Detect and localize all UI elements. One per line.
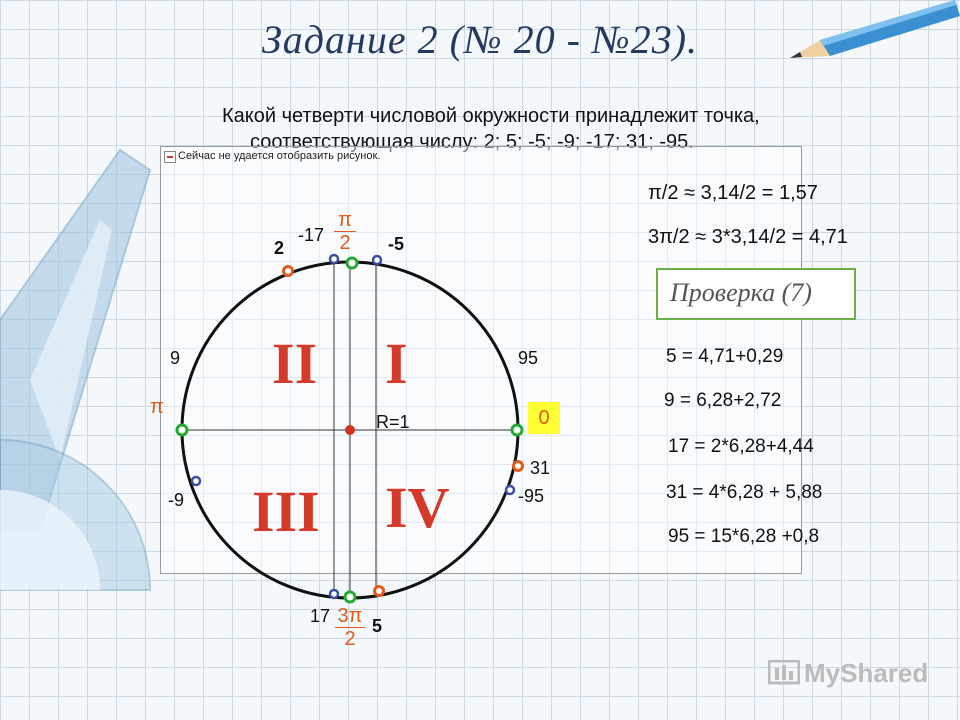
label-minus-9: -9 <box>168 490 185 510</box>
label-31: 31 <box>530 458 551 478</box>
formula-half-pi: π/2 ≈ 3,14/2 = 1,57 <box>648 182 818 204</box>
remainder-9: 9 = 6,28+2,72 <box>664 390 782 411</box>
label-minus-17: -17 <box>298 225 325 245</box>
watermark: MyShared <box>804 658 929 688</box>
pi-label: π <box>150 396 164 418</box>
label-17: 17 <box>310 606 331 626</box>
protractor-decoration <box>0 420 170 680</box>
label-minus-5: -5 <box>388 234 405 254</box>
point-31 <box>514 462 523 471</box>
point-pi <box>177 425 187 435</box>
slide-title: Задание 2 (№ 20 - №23). <box>261 17 699 62</box>
remainder-95: 95 = 15*6,28 +0,8 <box>668 526 820 547</box>
pi-half-numerator: π <box>338 209 352 231</box>
pi-half-denominator: 2 <box>339 232 351 254</box>
three-pi-half-numerator: 3π <box>337 605 363 627</box>
label-95: 95 <box>518 348 539 368</box>
remainder-5: 5 = 4,71+0,29 <box>666 346 784 367</box>
point-minus-95 <box>506 486 514 494</box>
point-three-pi-half <box>345 592 355 602</box>
question-line-2: соответствующая числу: 2; 5; -5; -9; -17; 31; -95. <box>250 131 694 153</box>
pi-half-label <box>334 210 356 253</box>
point-zero <box>512 425 522 435</box>
three-pi-half-denominator: 2 <box>344 628 356 650</box>
quadrant-1-label: I <box>385 331 408 396</box>
radius-label: R=1 <box>376 412 410 432</box>
quadrant-3-label: III <box>252 479 320 544</box>
broken-image-text: Сейчас не удается отобразить рисунок. <box>178 150 381 162</box>
point-2 <box>284 267 293 276</box>
label-5: 5 <box>372 616 383 636</box>
point-minus-17 <box>330 255 338 263</box>
three-pi-half-label <box>335 606 365 649</box>
label-minus-95: -95 <box>518 486 545 506</box>
formula-three-half-pi: 3π/2 ≈ 3*3,14/2 = 4,71 <box>648 226 848 248</box>
quadrant-4-label: IV <box>385 475 450 540</box>
zero-label: 0 <box>528 402 560 434</box>
label-2: 2 <box>274 238 285 258</box>
quadrant-2-label: II <box>272 331 318 396</box>
question-line-1: Какой четверти числовой окружности принадлежит точка, <box>222 105 760 127</box>
center-point <box>345 425 355 435</box>
remainder-31: 31 = 4*6,28 + 5,88 <box>666 482 823 503</box>
point-pi-half <box>347 258 357 268</box>
myshared-logo-icon <box>768 660 800 690</box>
point-5 <box>375 587 384 596</box>
unit-circle-diagram <box>160 240 560 620</box>
point-minus-9 <box>192 477 200 485</box>
broken-image-icon <box>164 151 176 163</box>
remainder-17: 17 = 2*6,28+4,44 <box>668 436 814 457</box>
label-9: 9 <box>170 348 181 368</box>
point-17 <box>330 590 338 598</box>
check-button[interactable]: Проверка (7) <box>656 268 856 320</box>
point-minus-5 <box>373 256 381 264</box>
